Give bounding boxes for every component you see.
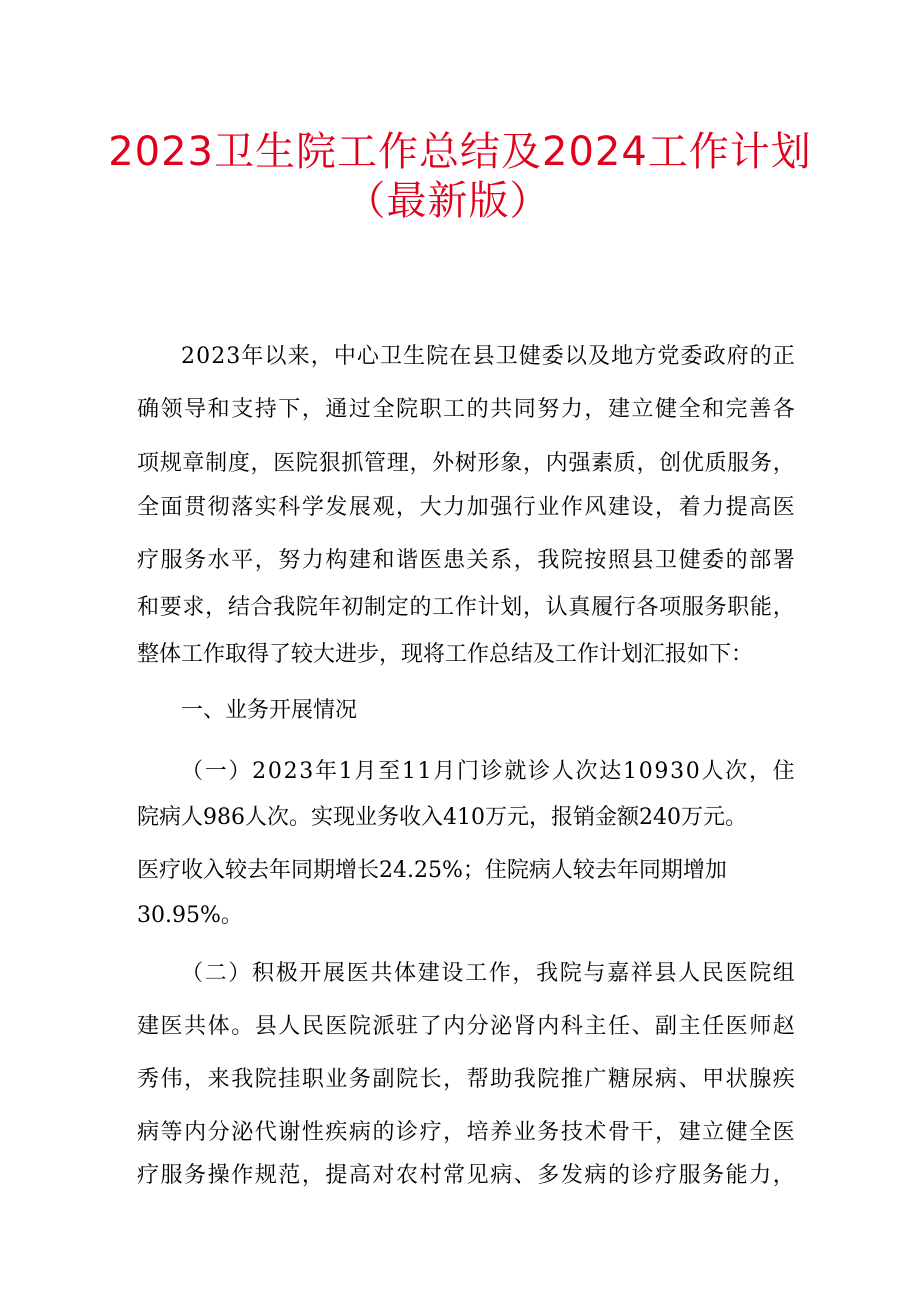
paragraph-line: 医疗收入较去年同期增长24.25%；住院病人较去年同期增加 <box>137 858 727 883</box>
paragraph-line: 30.95%。 <box>137 903 243 928</box>
paragraph-line: （ 二 ） 积 极 开 展 医 共 体 建 设 工 作 ， 我 院 与 嘉 祥 县 人 民 医 院 组 <box>181 961 795 986</box>
paragraph-line: 全 面 贯 彻 落 实 科 学 发 展 观 ， 大 力 加 强 行 业 作 风 建 设 ， 着 力 提 高 医 <box>137 495 795 520</box>
paragraph-line: 疗 服 务 水 平 ， 努 力 构 建 和 谐 医 患 关 系 ， 我 院 按 照 县 卫 健 委 的 部 署 <box>137 548 795 573</box>
paragraph-line: 病 等 内 分 泌 代 谢 性 疾 病 的 诊 疗 ， 培 养 业 务 技 术 骨 干 ， 建 立 健 全 医 <box>137 1120 795 1145</box>
paragraph-line: 疗 服 务 操 作 规 范 ， 提 高 对 农 村 常 见 病 、 多 发 病 的 诊 疗 服 务 能 力 ， <box>137 1163 795 1188</box>
paragraph-line: （ 一 ） 2 0 2 3 年 1 月 至 1 1 月 门 诊 就 诊 人 次 达 1 0 9 3 0 人 次 ， 住 <box>181 759 795 784</box>
section-heading: 一、业务开展情况 <box>181 698 358 723</box>
paragraph-line: 秀 伟 ， 来 我 院 挂 职 业 务 副 院 长 ， 帮 助 我 院 推 广 糖 尿 病 、 甲 状 腺 疾 <box>137 1067 795 1092</box>
paragraph-line: 项 规 章 制 度 ， 医 院 狠 抓 管 理 ， 外 树 形 象 ， 内 强 素 质 ， 创 优 质 服 务 ， <box>137 451 795 476</box>
paragraph-line: 和 要 求 ， 结 合 我 院 年 初 制 定 的 工 作 计 划 ， 认 真 履 行 各 项 服 务 职 能 ， <box>137 595 795 620</box>
paragraph-line: 建 医 共 体 。 县 人 民 医 院 派 驻 了 内 分 泌 肾 内 科 主 任 、 副 主 任 医 师 赵 <box>137 1014 795 1039</box>
document-title: 2023卫生院工作总结及2024工作计划 <box>108 129 812 175</box>
paragraph-line: 院病人986人次。实现业务收入410万元，报销金额240万元。 <box>137 805 747 830</box>
paragraph-line: 确 领 导 和 支 持 下 ， 通 过 全 院 职 工 的 共 同 努 力 ， 建 立 健 全 和 完 善 各 <box>137 397 795 422</box>
paragraph-line: 整体工作取得了较大进步，现将工作总结及工作计划汇报如下： <box>137 642 754 667</box>
document-subtitle: （最新版） <box>345 178 551 224</box>
paragraph-line: 2 0 2 3 年 以 来 ， 中 心 卫 生 院 在 县 卫 健 委 以 及 地 方 党 委 政 府 的 正 <box>181 344 795 369</box>
